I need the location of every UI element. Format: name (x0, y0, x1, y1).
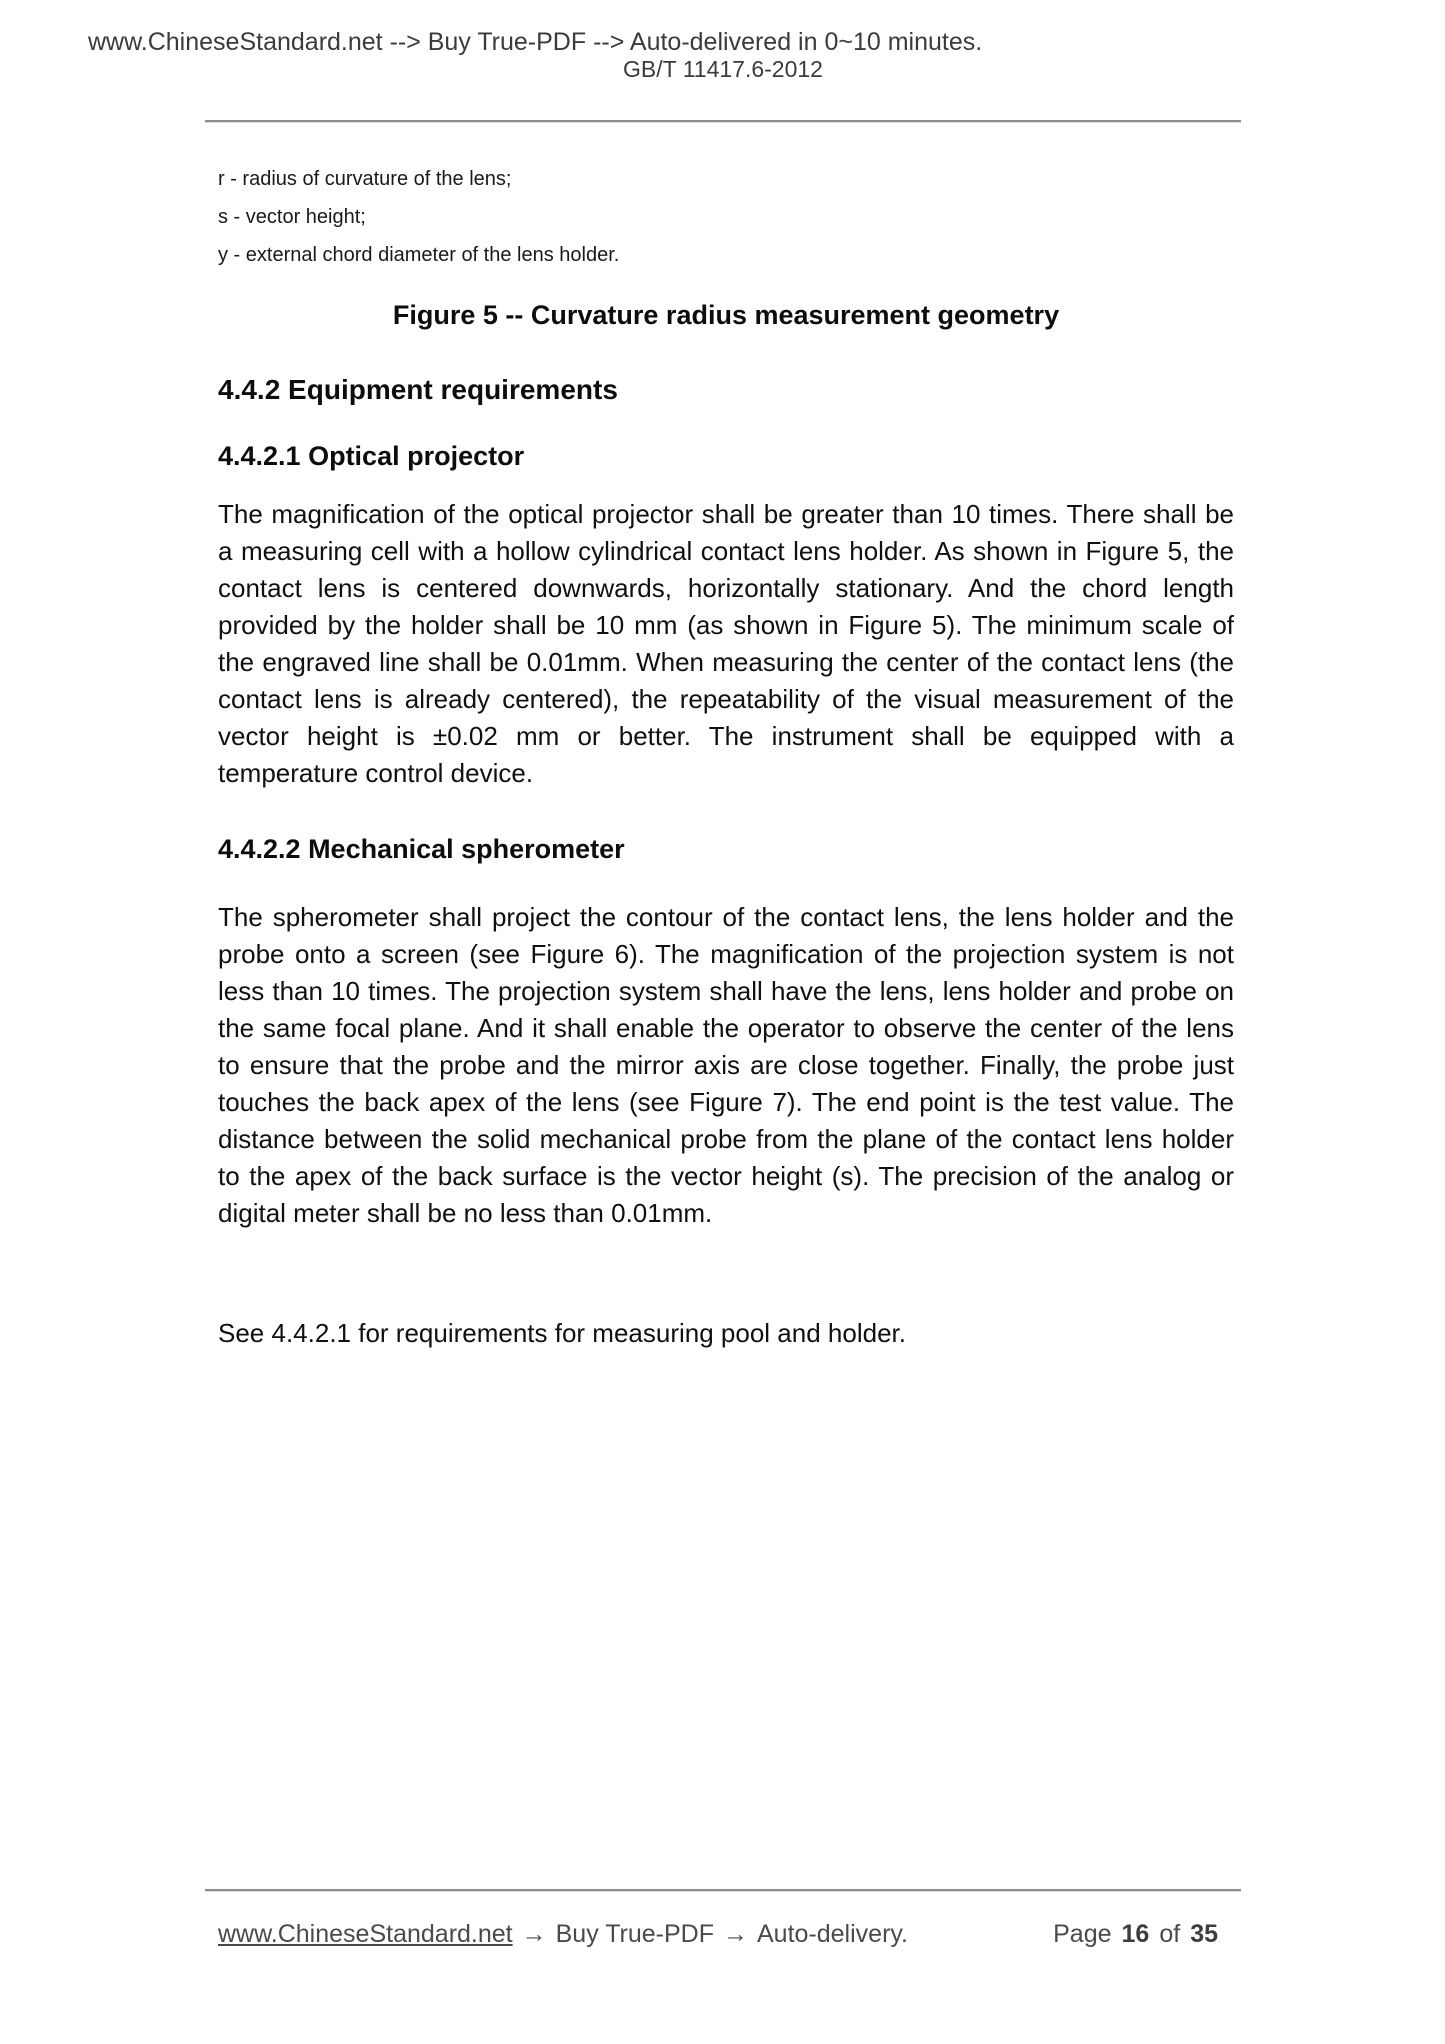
footer-buy-label: Buy True-PDF (555, 1920, 714, 1948)
standard-code: GB/T 11417.6-2012 (623, 56, 823, 82)
right-arrow-icon: → (723, 1920, 748, 1948)
heading-mechanical-spherometer: 4.4.2.2 Mechanical spherometer (218, 834, 625, 864)
total-pages-number: 35 (1190, 1920, 1218, 1948)
header-banner: www.ChineseStandard.net --> Buy True-PDF --> Auto-delivered in 0~10 minutes. (88, 28, 983, 56)
figure-legend (218, 160, 1234, 274)
see-reference-note: See 4.4.2.1 for requirements for measuring pool and holder. (218, 1318, 906, 1348)
footer-rule (205, 1889, 1241, 1892)
right-arrow-icon: → (521, 1920, 547, 1948)
figure-legend-item-s: s - vector height; (218, 206, 366, 228)
header-rule (205, 120, 1241, 123)
of-label: of (1159, 1920, 1181, 1948)
figure-legend-item-y: y - external chord diameter of the lens holder. (218, 244, 620, 266)
footer-site-link[interactable]: www.ChineseStandard.net (218, 1920, 513, 1948)
mechanical-spherometer-paragraph: The spherometer shall project the contour of the contact lens, the lens holder and the probe onto a screen (see Figure 6). The magnification of the projection system is not less than 10 times. The projection system shall have the lens, lens holder and probe on the same focal plane. And it shall enable the operator to observe the center of the lens to ensure that the probe and the mirror axis are close together. Finally, the probe just touches the back apex of the lens (see Figure 7). The end point is the test value. The distance between the solid mechanical probe from the plane of the contact lens holder to the apex of the back surface is the vector height (s). The precision of the analog or digital meter shall be no less than 0.01mm. (218, 902, 1234, 1228)
current-page-number: 16 (1121, 1920, 1150, 1948)
page-label: Page (1053, 1920, 1112, 1948)
optical-projector-paragraph: The magnification of the optical projector shall be greater than 10 times. There shall be a measuring cell with a hollow cylindrical contact lens holder. As shown in Figure 5, the contact lens is centered downwards, horizontally stationary. And the chord length provided by the holder shall be 10 mm (as shown in Figure 5). The minimum scale of the engraved line shall be 0.01mm. When measuring the center of the contact lens (the contact lens is already centered), the repeatability of the visual measurement of the vector height is ±0.02 mm or better. The instrument shall be equipped with a temperature control device. (218, 499, 1234, 788)
heading-equipment-requirements: 4.4.2 Equipment requirements (218, 374, 618, 405)
figure5-caption: Figure 5 -- Curvature radius measurement geometry (392, 300, 1060, 330)
footer-delivery-label: Auto-delivery. (757, 1920, 908, 1948)
page-indicator (1053, 1920, 1218, 1949)
footer-site-line (218, 1920, 908, 1949)
heading-optical-projector: 4.4.2.1 Optical projector (218, 441, 525, 471)
figure-legend-item-r: r - radius of curvature of the lens; (218, 168, 512, 190)
